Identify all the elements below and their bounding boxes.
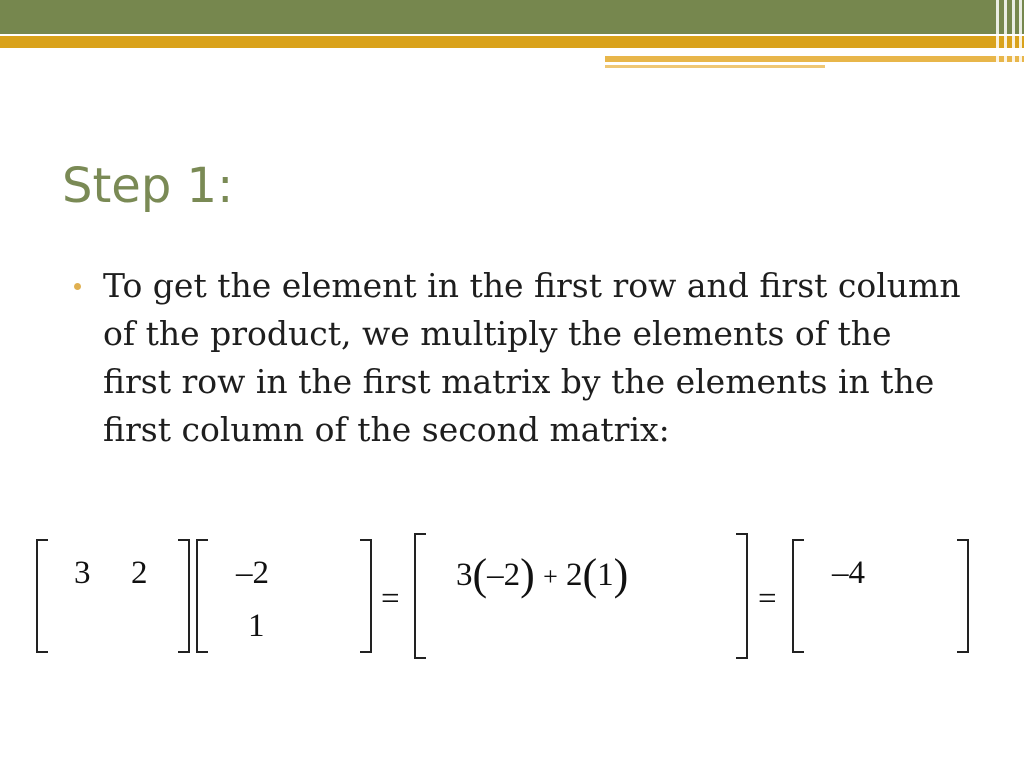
matrix-b-right-bracket	[360, 539, 372, 653]
close-paren-icon: )	[613, 550, 629, 599]
result-right-bracket	[957, 539, 969, 653]
slide-title: Step 1:	[62, 158, 234, 214]
header-stripes	[990, 0, 1024, 70]
product-term-c: 2	[565, 557, 583, 593]
matrix-b-entry-1-1: –2	[236, 555, 269, 591]
product-expression	[456, 550, 629, 599]
matrix-equation	[0, 525, 1024, 665]
product-term-b: –2	[487, 557, 521, 593]
header-band-gold	[0, 36, 1024, 48]
product-term-a: 3	[456, 557, 473, 593]
bullet-dot-icon	[74, 283, 81, 290]
plus-sign: +	[543, 562, 558, 591]
matrix-b-entry-2-1: 1	[248, 608, 265, 644]
header-band-green	[0, 0, 1024, 34]
product-right-bracket	[736, 533, 748, 659]
bullet-item	[70, 262, 963, 454]
result-entry-1-1: –4	[832, 555, 865, 591]
result-left-bracket	[792, 539, 804, 653]
matrix-a-left-bracket	[36, 539, 48, 653]
matrix-a-right-bracket	[178, 539, 190, 653]
product-term-d: 1	[597, 557, 614, 593]
bullet-text: To get the element in the first row and first column of the product, we multiply the elements of the first row in the first matrix by the elements in the first column of the second matrix:	[103, 266, 961, 449]
matrix-a-entry-1-2: 2	[131, 555, 148, 591]
bullet-list	[70, 262, 970, 454]
matrix-a-entry-1-1: 3	[74, 555, 91, 591]
header-band-gold-thin	[605, 56, 1024, 62]
close-paren-icon: )	[520, 550, 535, 599]
equals-sign-2: =	[758, 581, 777, 617]
header-band-gold-thin-secondary	[605, 65, 825, 68]
open-paren-icon: (	[582, 550, 598, 599]
product-left-bracket	[414, 533, 426, 659]
matrix-b-left-bracket	[196, 539, 208, 653]
equals-sign-1: =	[381, 581, 400, 617]
open-paren-icon: (	[472, 550, 488, 599]
